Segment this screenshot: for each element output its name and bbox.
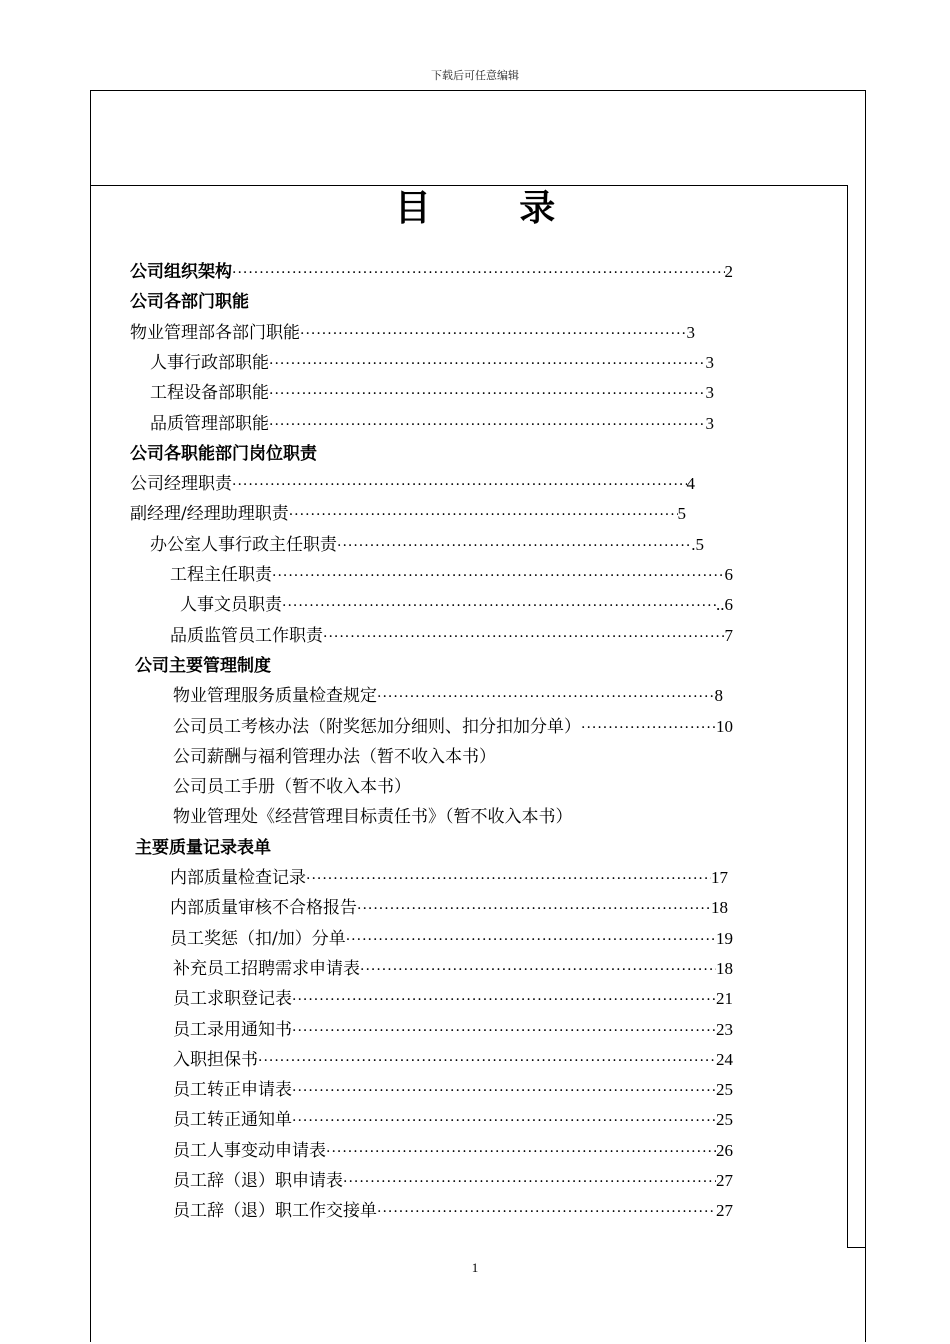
toc-entry-title: 内部质量审核不合格报告 (170, 898, 357, 919)
toc-dot-leader (292, 1017, 716, 1045)
toc-entry-title: 工程设备部职能 (150, 383, 269, 404)
toc-entry (173, 803, 573, 831)
toc-entry-page: 24 (716, 1049, 733, 1069)
toc-dot-leader (269, 380, 706, 408)
toc-entry (173, 1046, 733, 1074)
toc-entry (173, 1106, 733, 1134)
toc-entry-title: 人事文员职责 (180, 595, 282, 616)
toc-entry-title: 补充员工招聘需求申请表 (173, 958, 360, 979)
toc-entry-title: 工程主任职责 (170, 565, 272, 585)
toc-entry-title: 员工求职登记表 (173, 989, 292, 1010)
toc-dot-leader (292, 1107, 716, 1135)
toc-entry (150, 379, 714, 407)
toc-entry-page: 3 (705, 413, 714, 433)
toc-entry-title: 员工辞（退）职工作交接单 (173, 1201, 377, 1222)
toc-entry-page: 4 (686, 474, 695, 494)
toc-entry-page: 8 (714, 686, 723, 706)
toc-entry-page: 19 (716, 928, 733, 948)
toc-entry-page: .5 (691, 534, 704, 554)
toc-dot-leader (292, 986, 716, 1014)
toc-entry-title: 办公室人事行政主任职责 (150, 534, 337, 555)
toc-entry-page: ..6 (716, 595, 733, 615)
toc-title: 目 录 (394, 188, 594, 229)
toc-entry (135, 834, 271, 862)
toc-entry-title: 物业管理服务质量检查规定 (173, 686, 377, 707)
toc-entry-page: 21 (716, 989, 733, 1009)
toc-entry-title: 员工奖惩（扣/加）分单 (170, 928, 346, 949)
toc-entry (173, 1167, 733, 1195)
toc-entry-page: 10 (716, 716, 733, 736)
toc-entry-title: 公司经理职责 (130, 474, 232, 495)
toc-entry (173, 743, 496, 771)
toc-entry (173, 773, 411, 801)
toc-entry-page: 3 (705, 383, 714, 403)
toc-entry (170, 894, 728, 922)
toc-entry (170, 925, 733, 953)
toc-dot-leader (289, 501, 678, 529)
toc-entry (130, 470, 695, 498)
toc-dot-leader (300, 320, 687, 348)
toc-entry-page: 18 (711, 898, 728, 918)
toc-entry-title: 副经理/经理助理职责 (130, 504, 289, 525)
toc-entry (170, 864, 728, 892)
toc-dot-leader (377, 683, 715, 711)
toc-entry (173, 1076, 733, 1104)
toc-dot-leader (306, 865, 711, 893)
toc-entry-title: 员工人事变动申请表 (173, 1140, 326, 1161)
toc-entry (170, 561, 733, 589)
toc-entry-title: 公司各职能部门岗位职责 (130, 443, 317, 464)
toc-entry-page: 5 (677, 504, 686, 524)
toc-dot-leader (337, 532, 691, 560)
toc-dot-leader (272, 562, 725, 590)
toc-dot-leader (292, 1077, 716, 1105)
toc-entry (130, 288, 249, 316)
toc-entry (130, 258, 733, 286)
toc-entry-title: 员工录用通知书 (173, 1019, 292, 1040)
toc-entry-title: 员工辞（退）职申请表 (173, 1171, 343, 1191)
toc-entry-title: 公司薪酬与福利管理办法（暂不收入本书） (173, 746, 496, 767)
toc-entry-page: 3 (686, 322, 695, 342)
toc-entry-page: 25 (716, 1080, 733, 1100)
toc-entry-title: 物业管理部各部门职能 (130, 322, 300, 343)
toc-entry-title: 主要质量记录表单 (135, 837, 271, 858)
toc-entry-title: 品质管理部职能 (150, 413, 269, 434)
toc-entry-page: 7 (724, 625, 733, 645)
page-number: 1 (471, 1260, 479, 1275)
toc-entry-page: 25 (716, 1110, 733, 1130)
toc-entry-title: 公司主要管理制度 (135, 655, 271, 676)
toc-entry-page: 6 (724, 565, 733, 584)
toc-dot-leader (232, 471, 687, 499)
toc-entry-page: 27 (716, 1201, 733, 1221)
toc-entry (173, 955, 733, 983)
header-note: 下载后可任意编辑 (431, 69, 519, 82)
toc-entry (150, 531, 704, 559)
toc-entry-title: 入职担保书 (173, 1049, 258, 1070)
toc-dot-leader (346, 926, 716, 954)
toc-dot-leader (269, 411, 706, 439)
page-border-inner-right (847, 185, 848, 1248)
toc-entry-title: 员工转正通知单 (173, 1110, 292, 1131)
toc-entry (150, 410, 714, 438)
toc-dot-leader (326, 1138, 716, 1166)
toc-entry (173, 1016, 733, 1044)
toc-entry (173, 682, 723, 710)
toc-entry (170, 622, 733, 650)
toc-entry (173, 1197, 733, 1225)
toc-entry-title: 人事行政部职能 (150, 352, 269, 373)
page-border-inner-bottom (847, 1247, 866, 1248)
toc-entry-page: 2 (724, 262, 733, 281)
toc-dot-leader (232, 259, 725, 287)
toc-entry-title: 公司员工考核办法（附奖惩加分细则、扣分扣加分单） (173, 716, 581, 737)
toc-entry (130, 319, 695, 347)
toc-entry-title: 公司各部门职能 (130, 292, 249, 313)
toc-entry (180, 591, 733, 619)
toc-entry (135, 652, 271, 680)
toc-dot-leader (360, 956, 716, 984)
toc-entry (173, 1137, 733, 1165)
toc-entry-page: 23 (716, 1019, 733, 1039)
toc-entry-title: 员工转正申请表 (173, 1080, 292, 1101)
toc-entry (130, 440, 317, 468)
toc-dot-leader (357, 895, 711, 923)
toc-dot-leader (323, 623, 725, 651)
toc-entry-title: 品质监管员工作职责 (170, 625, 323, 646)
toc-entry-page: 3 (705, 352, 714, 372)
toc-dot-leader (377, 1198, 716, 1226)
toc-dot-leader (343, 1168, 716, 1196)
toc-dot-leader (282, 592, 716, 620)
toc-entry-title: 内部质量检查记录 (170, 868, 306, 888)
toc-entry-page: 18 (716, 958, 733, 978)
toc-dot-leader (269, 350, 706, 378)
toc-entry (173, 985, 733, 1013)
toc-entry-title: 物业管理处《经营管理目标责任书》（暂不收入本书） (173, 807, 573, 828)
toc-entry (150, 349, 714, 377)
toc-entry (130, 500, 686, 528)
toc-entry-page: 17 (711, 868, 728, 887)
toc-dot-leader (581, 714, 716, 742)
toc-dot-leader (258, 1047, 716, 1075)
toc-entry-title: 公司员工手册（暂不收入本书） (173, 777, 411, 798)
toc-entry-page: 26 (716, 1140, 733, 1160)
toc-entry-title: 公司组织架构 (130, 262, 232, 282)
toc-entry-page: 27 (716, 1171, 733, 1190)
toc-entry (173, 713, 733, 741)
